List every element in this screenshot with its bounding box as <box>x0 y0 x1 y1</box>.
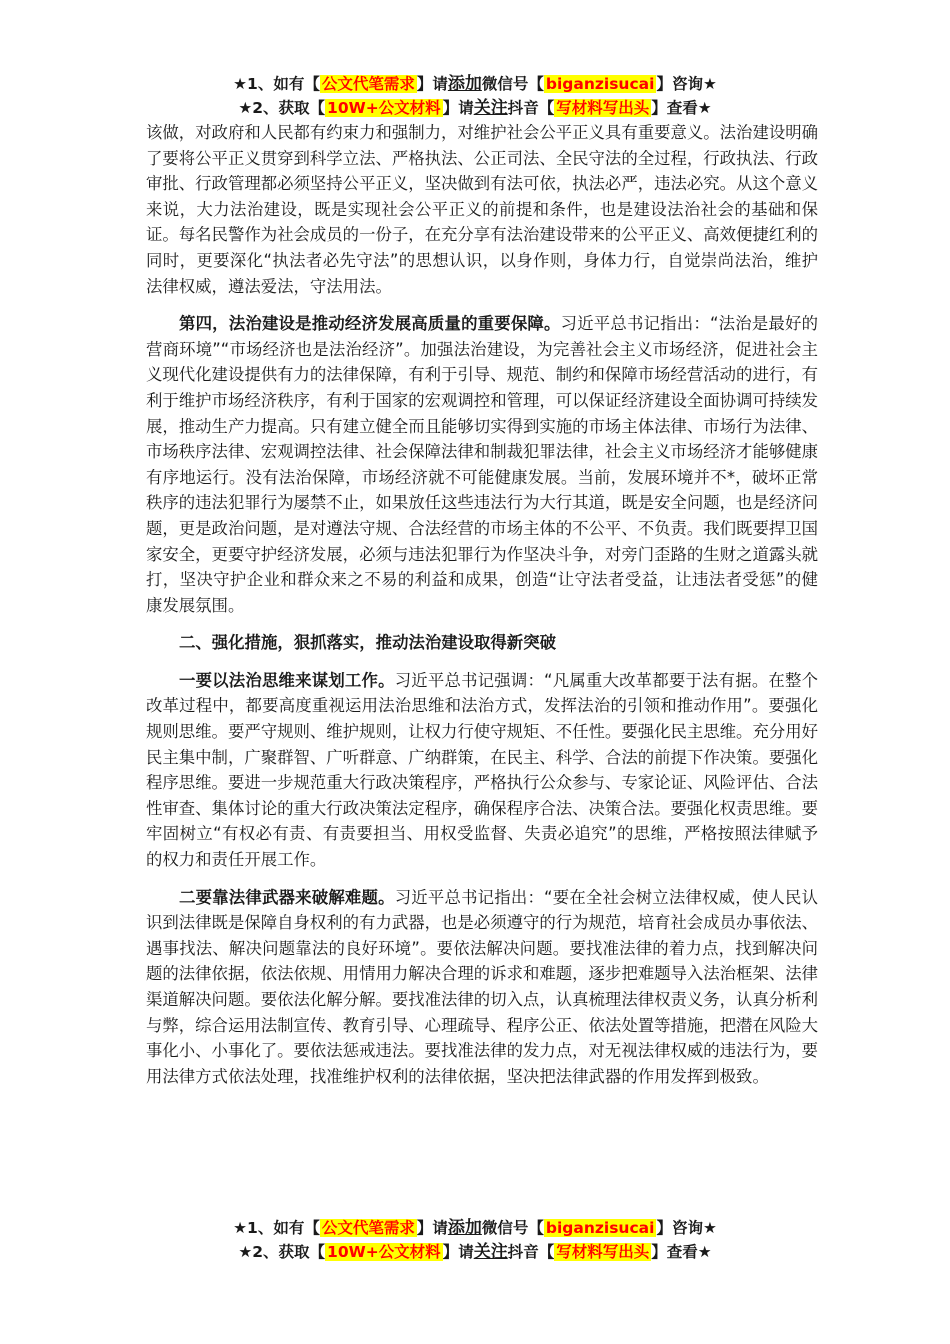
banner-text: 】查看★ <box>651 1243 712 1261</box>
paragraph-3 <box>146 668 818 873</box>
paragraph-2-lead: 第四，法治建设是推动经济发展高质量的重要保障。 <box>179 314 561 334</box>
banner-text: ★2、获取【 <box>238 1243 326 1261</box>
paragraph-3-text: 习近平总书记强调：“凡属重大改革都要于法有据。在整个改革过程中，都要高度重视运用法治思维和法治方式，发挥法治的引领和推动作用”。要强化规则思维。要严守规则、维护规则，让权力行使守规矩、不任性。要强化民主思维。充分用好民主集中制，广聚群智、广听群意、广纳群策，在民主、科学、合法的前提下作决策。要强化程序思维。要进一步规范重大行政决策程序，严格执行公众参与、专家论证、风险评估、合法性审查、集体讨论的重大行政决策法定程序，确保程序合法、决策合法。要强化权责思维。要牢固树立“有权必有责、有责要担当、用权受监督、失责必追究”的思维，严格按照法律赋予的权力和责任开展工作。 <box>146 670 819 870</box>
paragraph-4-text: 习近平总书记指出：“要在全社会树立法律权威，使人民认识到法律既是保障自身权利的有力武器，也是必须遵守的行为规范，培育社会成员办事依法、遇事找法、解决问题靠法的良好环境”。要依法解决问题。要找准法律的着力点，找到解决问题的法律依据，依法依规、用情用力解决合理的诉求和难题，逐步把难题导入法治框架、法律渠道解决问题。要依法化解分解。要找准法律的切入点，认真梳理法律权责义务，认真分析利与弊，综合运用法制宣传、教育引导、心理疏导、程序公正、依法处置等措施，把潜在风险大事化小、小事化了。要依法惩戒违法。要找准法律的发力点，对无视法律权威的违法行为，要用法律方式依法处理，找准维护权利的法律依据，坚决把法律武器的作用发挥到极致。 <box>146 887 819 1086</box>
promo-banner-bottom-line1 <box>0 1216 950 1240</box>
banner-text: 】请 <box>442 1243 474 1261</box>
banner-text: ★2、获取【 <box>238 99 326 117</box>
promo-banner-bottom-line2 <box>0 1240 950 1264</box>
banner-highlight: 写材料写出头 <box>556 1243 650 1261</box>
banner-text: 微信号【 <box>481 75 544 93</box>
paragraph-4-lead: 二要靠法律武器来破解难题。 <box>179 887 395 907</box>
banner-underline: 关注 <box>473 1242 508 1262</box>
banner-underline: 关注 <box>473 98 508 118</box>
banner-underline: 添加 <box>447 74 482 94</box>
paragraph-2 <box>146 311 818 618</box>
banner-text: 微信号【 <box>481 1219 544 1237</box>
banner-underline: 添加 <box>447 1218 482 1238</box>
paragraph-1: 该做，对政府和人民都有约束力和强制力，对维护社会公平正义具有重要意义。法治建设明确了要将公平正义贯穿到科学立法、严格执法、公正司法、全民守法的全过程，行政执法、行政审批、行政管理都必须坚持公平正义，坚决做到有法可依，执法必严，违法必究。从这个意义来说，大力法治建设，既是实现社会公平正义的前提和条件，也是建设法治社会的基础和保证。每名民警作为社会成员的一份子，在充分享有法治建设带来的公平正义、高效便捷红利的同时，更要深化“执法者必先守法”的思想认识，以身作则，身体力行，自觉崇尚法治，维护法律权威，遵法爱法，守法用法。 <box>146 123 819 296</box>
banner-text: 】请 <box>416 75 448 93</box>
document-body <box>146 120 818 1101</box>
banner-text: 】请 <box>416 1219 448 1237</box>
promo-banner-top-line1 <box>0 72 950 96</box>
banner-highlight: biganzisucai <box>545 75 655 93</box>
banner-text: 抖音【 <box>507 99 555 117</box>
banner-text: 】咨询★ <box>656 1219 717 1237</box>
paragraph-3-lead: 一要以法治思维来谋划工作。 <box>179 670 395 690</box>
banner-highlight: 公文代笔需求 <box>321 1219 415 1237</box>
section-heading-2: 二、强化措施，狠抓落实，推动法治建设取得新突破 <box>179 633 556 653</box>
promo-banner-top-line2 <box>0 96 950 120</box>
banner-highlight: 公文代笔需求 <box>321 75 415 93</box>
paragraph-4 <box>146 885 818 1090</box>
banner-text: 】查看★ <box>651 99 712 117</box>
banner-text: ★1、如有【 <box>233 75 320 93</box>
banner-text: 】咨询★ <box>656 75 717 93</box>
banner-text: 抖音【 <box>507 1243 555 1261</box>
banner-highlight: 写材料写出头 <box>556 99 650 117</box>
banner-text: ★1、如有【 <box>233 1219 320 1237</box>
banner-text: 】请 <box>442 99 474 117</box>
banner-highlight: biganzisucai <box>545 1219 655 1237</box>
paragraph-2-text: 习近平总书记指出：“法治是最好的营商环境”“市场经济也是法治经济”。加强法治建设，为完善社会主义市场经济，促进社会主义现代化建设提供有力的法律保障，有利于引导、规范、制约和保障市场经营活动的进行，有利于维护市场经济秩序，有利于国家的宏观调控和管理，可以保证经济建设全面协调可持续发展，推动生产力提高。只有建立健全而且能够切实得到实施的市场主体法律、市场行为法律、市场秩序法律、宏观调控法律、社会保障法律和制裁犯罪法律，社会主义市场经济才能够健康有序地运行。没有法治保障，市场经济就不可能健康发展。当前，发展环境并不*，破坏正常秩序的违法犯罪行为屡禁不止，如果放任这些违法行为大行其道，既是安全问题，也是经济问题，更是政治问题，是对遵法守规、合法经营的市场主体的不公平、不负责。我们既要捍卫国家安全，更要守护经济发展，必须与违法犯罪行为作坚决斗争，对旁门歪路的生财之道露头就打，坚决守护企业和群众来之不易的利益和成果，创造“让守法者受益，让违法者受惩”的健康发展氛围。 <box>146 314 819 615</box>
banner-highlight: 10W+公文材料 <box>327 1243 441 1261</box>
banner-highlight: 10W+公文材料 <box>327 99 441 117</box>
